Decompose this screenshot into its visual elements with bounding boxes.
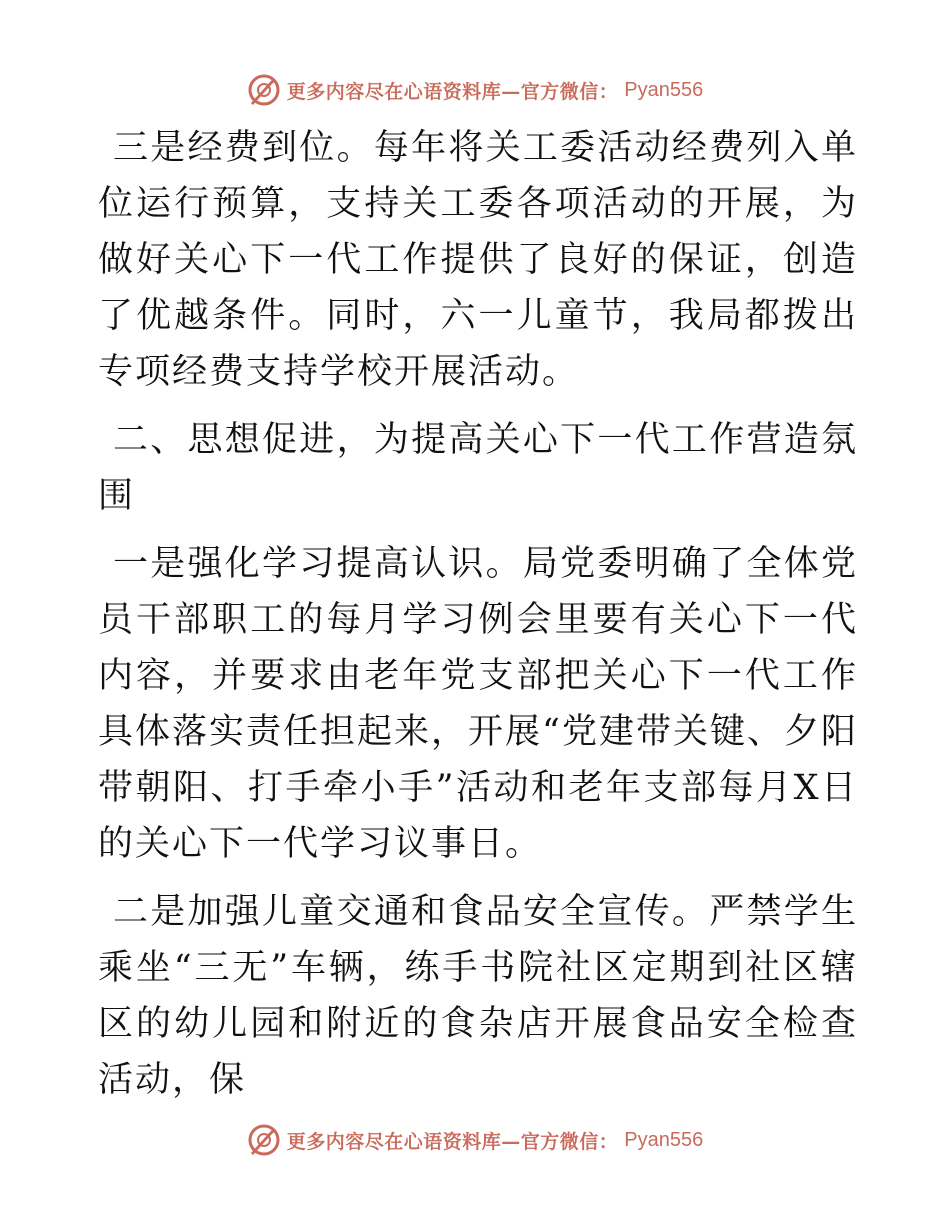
watermark-text: 更多内容尽在心语资料库—官方微信： — [286, 80, 619, 103]
watermark-code: Pyan556 — [624, 78, 704, 101]
watermark-code: Pyan556 — [624, 1128, 704, 1151]
section-heading: 二、思想促进，为提高关心下一代工作营造氛围 — [98, 420, 858, 516]
document-body — [98, 120, 858, 1108]
paragraph-safety: 二是加强儿童交通和食品安全宣传。严禁学生乘坐“三无”车辆，练手书院社区定期到社区辖区的幼儿园和附近的食杂店开展食品安全检查活动，保 — [98, 892, 858, 1100]
watermark-text: 更多内容尽在心语资料库—官方微信： — [286, 1130, 619, 1153]
footer-watermark — [0, 1120, 950, 1160]
brush-logo-icon — [247, 73, 281, 107]
paragraph-study: 一是强化学习提高认识。局党委明确了全体党员干部职工的每月学习例会里要有关心下一代内容，并要求由老年党支部把关心下一代工作具体落实责任担起来，开展“党建带关键、夕阳带朝阳、打手牵小手”活动和老年支部每月X日的关心下一代学习议事日。 — [98, 544, 858, 864]
header-watermark — [0, 70, 950, 110]
brush-logo-icon — [247, 1123, 281, 1157]
paragraph-funding: 三是经费到位。每年将关工委活动经费列入单位运行预算，支持关工委各项活动的开展，为做好关心下一代工作提供了良好的保证，创造了优越条件。同时，六一儿童节，我局都拨出专项经费支持学校开展活动。 — [98, 128, 858, 392]
